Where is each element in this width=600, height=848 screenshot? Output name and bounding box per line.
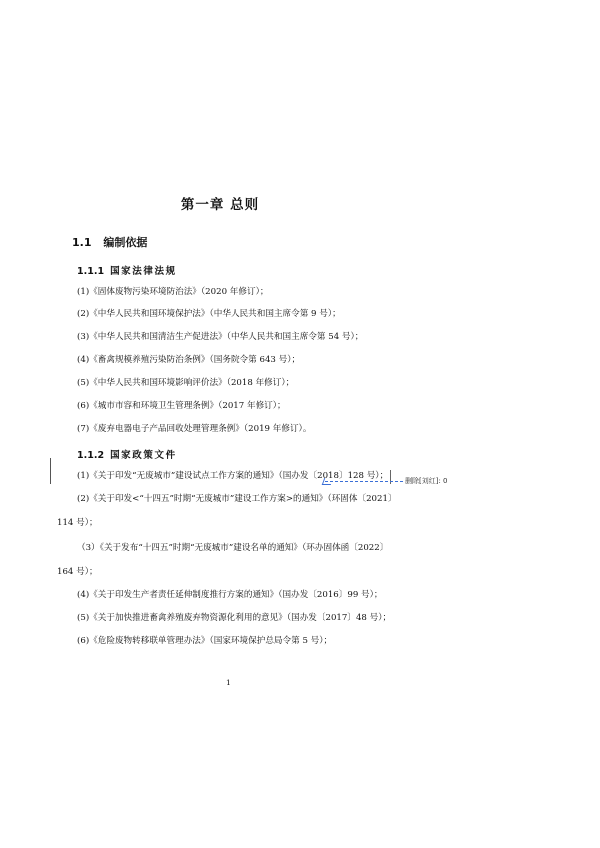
- list-item: (7)《废弃电器电子产品回收处理管理条例》（2019 年修订）。: [77, 424, 312, 434]
- comment-connector: [325, 481, 403, 482]
- list-item: (5)《关于加快推进畜禽养殖废弃物资源化利用的意见》（国办发〔2017〕48 号）；: [77, 613, 392, 623]
- list-item: (4)《畜禽规模养殖污染防治条例》（国务院令第 643 号）；: [77, 355, 301, 365]
- subsection-number: 1.1.2: [77, 450, 105, 461]
- list-item: (3)《中华人民共和国清洁生产促进法》（中华人民共和国主席令第 54 号）；: [77, 332, 364, 342]
- list-item: (6)《城市市容和环境卫生管理条例》（2017 年修订）；: [77, 401, 286, 411]
- subsection-heading: [77, 447, 177, 461]
- revision-comment[interactable]: 删除[刘红]: 0: [405, 477, 448, 485]
- list-item: (5)《中华人民共和国环境影响评价法》（2018 年修订）；: [77, 378, 295, 388]
- subsection-number: 1.1.1: [77, 266, 105, 277]
- change-margin-bar: [50, 458, 51, 484]
- list-item: (1)《固体废物污染环境防治法》（2020 年修订）；: [77, 287, 269, 297]
- subsection-title: 国家法律法规: [110, 266, 177, 277]
- list-item: （3）《关于发布“十四五”时期“无废城市”建设名单的通知》（环办固体函〔2022〕: [77, 543, 389, 553]
- list-item: (2)《中华人民共和国环境保护法》（中华人民共和国主席令第 9 号）；: [77, 309, 341, 319]
- list-item-continuation: 114 号）；: [57, 518, 98, 528]
- chapter-title: 第一章 总则: [180, 197, 260, 213]
- subsection-title: 国家政策文件: [110, 450, 177, 461]
- list-item-continuation: 164 号）；: [57, 567, 98, 577]
- section-number: 1.1: [72, 236, 92, 249]
- list-item: (1)《关于印发“无废城市”建设试点工作方案的通知》（国办发〔2018〕128 号）；: [77, 471, 389, 481]
- list-item: (6)《危险废物转移联单管理办法》（国家环境保护总局令第 5 号）；: [77, 636, 333, 646]
- page-number: 1: [226, 678, 231, 687]
- section-title: 编制依据: [103, 236, 148, 249]
- section-heading: [72, 234, 147, 250]
- list-item: (4)《关于印发生产者责任延伸制度推行方案的通知》（国办发〔2016〕99 号）；: [77, 590, 383, 600]
- subsection-heading: [77, 263, 177, 277]
- list-item: (2)《关于印发<“十四五”时期“无废城市”建设工作方案>的通知》（环固体〔2021〕: [77, 494, 397, 504]
